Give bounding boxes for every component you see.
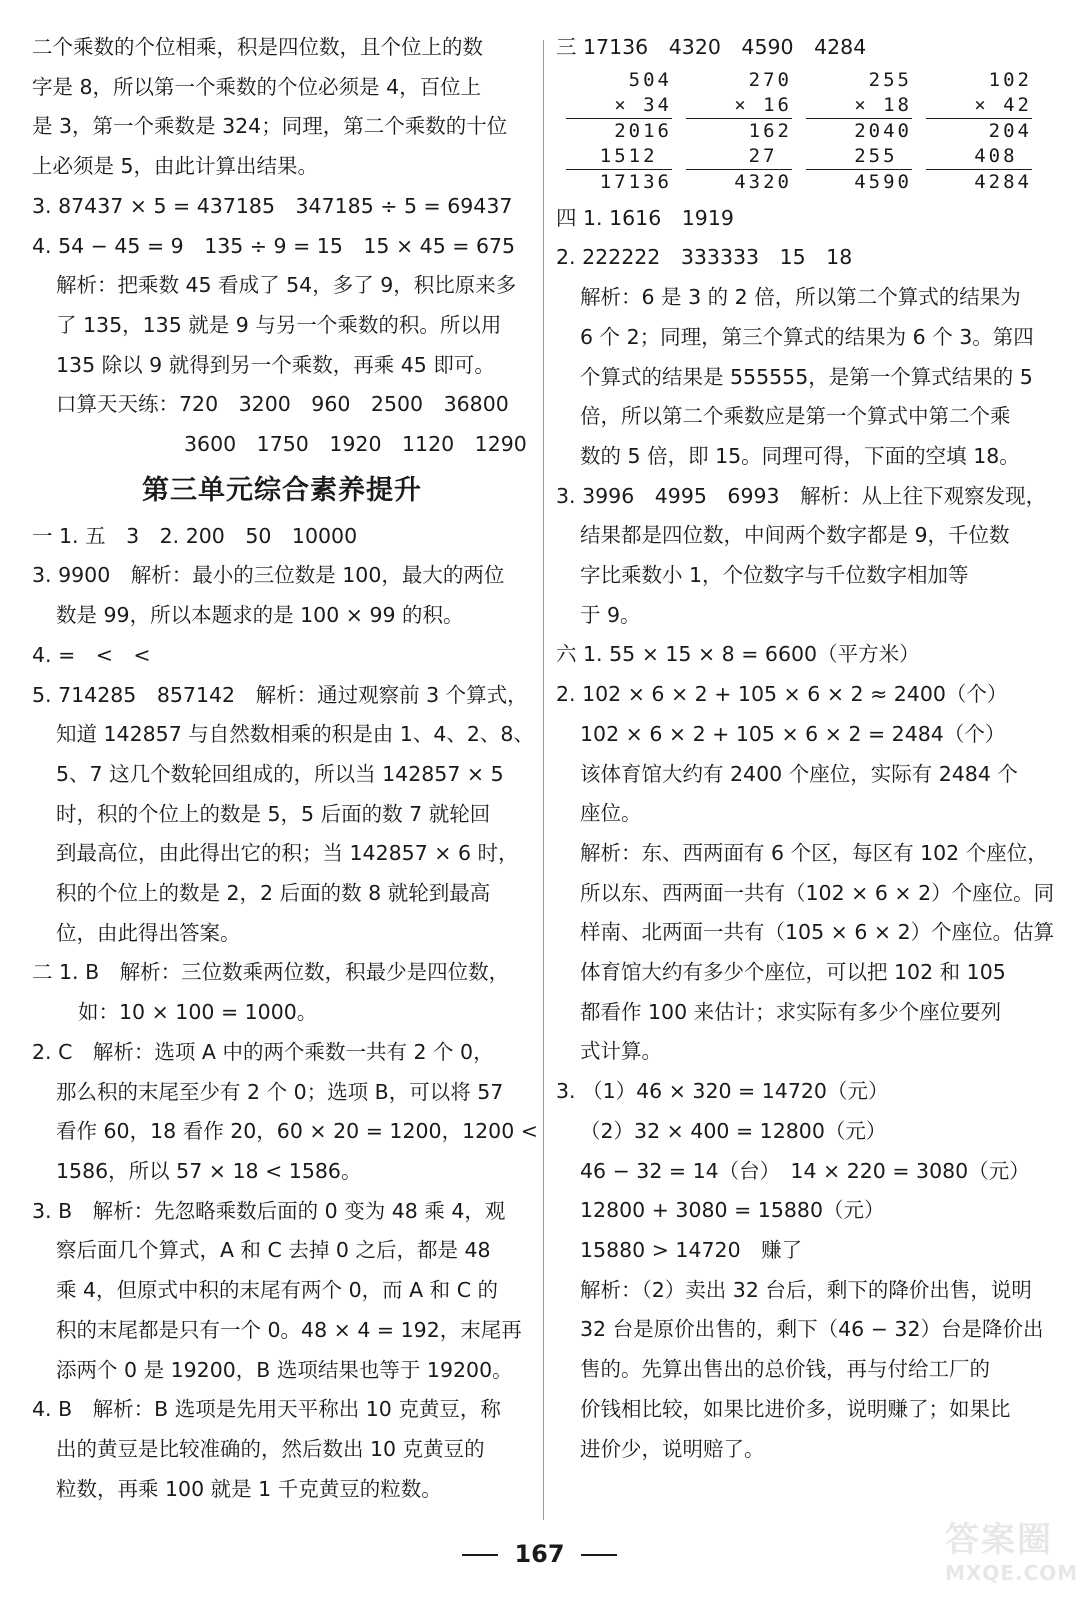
multiplicand: 504	[628, 68, 672, 91]
analysis-line: 6 个 2；同理，第三个算式的结果为 6 个 3。第四	[580, 324, 1034, 349]
analysis-line: 解析：把乘数 45 看成了 54，多了 9，积比原来多	[56, 273, 517, 298]
page-number-text: 167	[514, 1540, 565, 1568]
partial-product: 408	[926, 144, 1032, 170]
multiplier: × 18	[806, 93, 912, 119]
answer-line: 一 1. 五 3 2. 200 50 10000	[32, 523, 358, 548]
vertical-multiplication	[566, 68, 672, 195]
analysis-line: 积的个位上的数是 2，2 后面的数 8 就轮到最高	[56, 881, 491, 906]
partial-product: 27	[686, 144, 792, 170]
answer-line: 4. = < <	[32, 642, 151, 667]
analysis-line: 添两个 0 是 19200，B 选项结果也等于 19200。	[56, 1357, 513, 1382]
analysis-line: 那么积的末尾至少有 2 个 0；选项 B，可以将 57	[56, 1079, 504, 1104]
partial-product: 2040	[854, 119, 912, 142]
analysis-line: 体育馆大约有多少个座位，可以把 102 和 105	[580, 960, 1006, 985]
text-line: 字是 8，所以第一个乘数的个位必须是 4，百位上	[32, 74, 482, 99]
answer-line: 102 × 6 × 2 + 105 × 6 × 2 = 2484（个）	[580, 721, 1006, 746]
analysis-line: 察后面几个算式，A 和 C 去掉 0 之后，都是 48	[56, 1238, 491, 1263]
answer-line: 3. （1）46 × 320 = 14720（元）	[556, 1079, 889, 1104]
analysis-line: 了 135，135 就是 9 与另一个乘数的积。所以用	[56, 312, 502, 337]
analysis-line: 解析：6 是 3 的 2 倍，所以第二个算式的结果为	[580, 285, 1021, 310]
product: 4284	[974, 170, 1032, 193]
answer-line: 二 1. B 解析：三位数乘两位数，积最少是四位数，	[32, 960, 510, 985]
multiplier: × 16	[686, 93, 792, 119]
answer-line: 46 − 32 = 14（台） 14 × 220 = 3080（元）	[580, 1158, 1030, 1183]
analysis-line: 时，积的个位上的数是 5，5 后面的数 7 就轮回	[56, 801, 491, 826]
analysis-line: 所以东、西两面一共有（102 × 6 × 2）个座位。同	[580, 880, 1055, 905]
analysis-line: 乘 4，但原式中积的末尾有两个 0，而 A 和 C 的	[56, 1278, 499, 1303]
oral-calc-line: 口算天天练：720 3200 960 2500 36800	[56, 392, 509, 417]
analysis-line: 都看作 100 来估计；求实际有多少个座位要列	[580, 999, 1002, 1024]
analysis-line: 到最高位，由此得出它的积；当 142857 × 6 时，	[56, 841, 519, 866]
partial-product: 2016	[614, 119, 672, 142]
dash-left	[462, 1554, 498, 1556]
answer-line: 5. 714285 857142 解析：通过观察前 3 个算式，	[32, 682, 528, 707]
analysis-line: 售的。先算出售出的总价钱，再与付给工厂的	[580, 1357, 990, 1382]
multiplier: × 42	[926, 93, 1032, 119]
answer-line: 3. 87437 × 5 = 437185 347185 ÷ 5 = 69437	[32, 193, 513, 218]
oral-calc-line: 3600 1750 1920 1120 1290	[184, 432, 527, 457]
watermark-top: 答案圈	[945, 1520, 1053, 1560]
page-number	[0, 1540, 1079, 1568]
section-heading: 第三单元综合素养提升	[142, 474, 422, 506]
analysis-line: 式计算。	[580, 1039, 662, 1064]
dash-right	[581, 1554, 617, 1556]
analysis-line: 出的黄豆是比较准确的，然后数出 10 克黄豆的	[56, 1436, 485, 1461]
answer-line: 12800 + 3080 = 15880（元）	[580, 1198, 885, 1223]
partial-product: 255	[806, 144, 912, 170]
text-line: 上必须是 5，由此计算出结果。	[32, 154, 319, 179]
answer-line: 3. 9900 解析：最小的三位数是 100，最大的两位	[32, 563, 505, 588]
multiplicand: 255	[868, 68, 912, 91]
watermark-bottom: MXQE.COM	[945, 1561, 1079, 1585]
analysis-line: 积的末尾都是只有一个 0。48 × 4 = 192，末尾再	[56, 1317, 522, 1342]
vertical-multiplications	[566, 68, 1056, 195]
answer-line: 三 17136 4320 4590 4284	[556, 35, 867, 59]
analysis-line: 解析：（2）卖出 32 台后，剩下的降价出售，说明	[580, 1277, 1032, 1302]
analysis-line: 样南、北两面一共有（105 × 6 × 2）个座位。估算	[580, 920, 1055, 945]
product: 17136	[599, 170, 672, 193]
answer-line: 该体育馆大约有 2400 个座位，实际有 2484 个	[580, 761, 1018, 786]
answer-line: 座位。	[580, 801, 642, 826]
partial-product: 162	[748, 119, 792, 142]
vertical-multiplication	[686, 68, 792, 195]
answer-line: 4. 54 − 45 = 9 135 ÷ 9 = 15 15 × 45 = 675	[32, 233, 516, 258]
multiplier: × 34	[566, 93, 672, 119]
column-divider	[543, 40, 544, 1520]
answer-line: 4. B 解析：B 选项是先用天平称出 10 克黄豆，称	[32, 1397, 501, 1422]
multiplicand: 102	[988, 68, 1032, 91]
product: 4320	[734, 170, 792, 193]
watermark-logo	[945, 1512, 1079, 1590]
analysis-line: 字比乘数小 1，个位数字与千位数字相加等	[580, 563, 969, 588]
multiplicand: 270	[748, 68, 792, 91]
analysis-line: 于 9。	[580, 602, 641, 627]
analysis-line: 135 除以 9 就得到另一个乘数，再乘 45 即可。	[56, 352, 495, 377]
answer-line: 2. C 解析：选项 A 中的两个乘数一共有 2 个 0，	[32, 1039, 494, 1064]
analysis-line: 粒数，再乘 100 就是 1 千克黄豆的粒数。	[56, 1476, 442, 1501]
left-column	[32, 28, 538, 1509]
analysis-line: 进价少，说明赔了。	[580, 1436, 765, 1461]
answer-line: 2. 102 × 6 × 2 + 105 × 6 × 2 ≈ 2400（个）	[556, 682, 1008, 707]
answer-line: 3. B 解析：先忽略乘数后面的 0 变为 48 乘 4，观	[32, 1198, 506, 1223]
answer-line: 15880 > 14720 赚了	[580, 1237, 803, 1262]
text-line: 是 3，第一个乘数是 324；同理，第二个乘数的十位	[32, 114, 508, 139]
vertical-multiplication	[926, 68, 1032, 195]
analysis-line: 解析：东、西两面有 6 个区，每区有 102 个座位，	[580, 840, 1048, 865]
analysis-line: 1586，所以 57 × 18 < 1586。	[56, 1158, 362, 1183]
analysis-line: 知道 142857 与自然数相乘的积是由 1、4、2、8、	[56, 722, 534, 747]
analysis-line: 价钱相比较，如果比进价多，说明赚了；如果比	[580, 1396, 1011, 1421]
analysis-line: 位，由此得出答案。	[56, 920, 241, 945]
text-line: 二个乘数的个位相乘，积是四位数，且个位上的数	[32, 35, 483, 59]
partial-product: 204	[988, 119, 1032, 142]
answer-line: 3. 3996 4995 6993 解析：从上往下观察发现，	[556, 483, 1047, 508]
answer-line: 四 1. 1616 1919	[556, 205, 734, 230]
analysis-line: 5、7 这几个数轮回组成的，所以当 142857 × 5	[56, 761, 504, 786]
analysis-line: 32 台是原价出售的，剩下（46 − 32）台是降价出	[580, 1317, 1044, 1342]
analysis-line: 结果都是四位数，中间两个数字都是 9，千位数	[580, 523, 1010, 548]
answer-line: 六 1. 55 × 15 × 8 = 6600（平方米）	[556, 642, 920, 667]
partial-product: 1512	[566, 144, 672, 170]
analysis-line: 数的 5 倍，即 15。同理可得，下面的空填 18。	[580, 443, 1020, 468]
analysis-line: 个算式的结果是 555555，是第一个算式结果的 5	[580, 364, 1033, 389]
right-column	[556, 28, 1056, 1469]
analysis-line: 倍，所以第二个乘数应是第一个算式中第二个乘	[580, 404, 1011, 429]
vertical-multiplication	[806, 68, 912, 195]
answer-line: （2）32 × 400 = 12800（元）	[580, 1118, 887, 1143]
analysis-line: 如：10 × 100 = 1000。	[78, 1000, 318, 1025]
analysis-line: 数是 99，所以本题求的是 100 × 99 的积。	[56, 603, 464, 628]
product: 4590	[854, 170, 912, 193]
analysis-line: 看作 60，18 看作 20，60 × 20 = 1200，1200 <	[56, 1119, 538, 1144]
answer-line: 2. 222222 333333 15 18	[556, 245, 853, 270]
